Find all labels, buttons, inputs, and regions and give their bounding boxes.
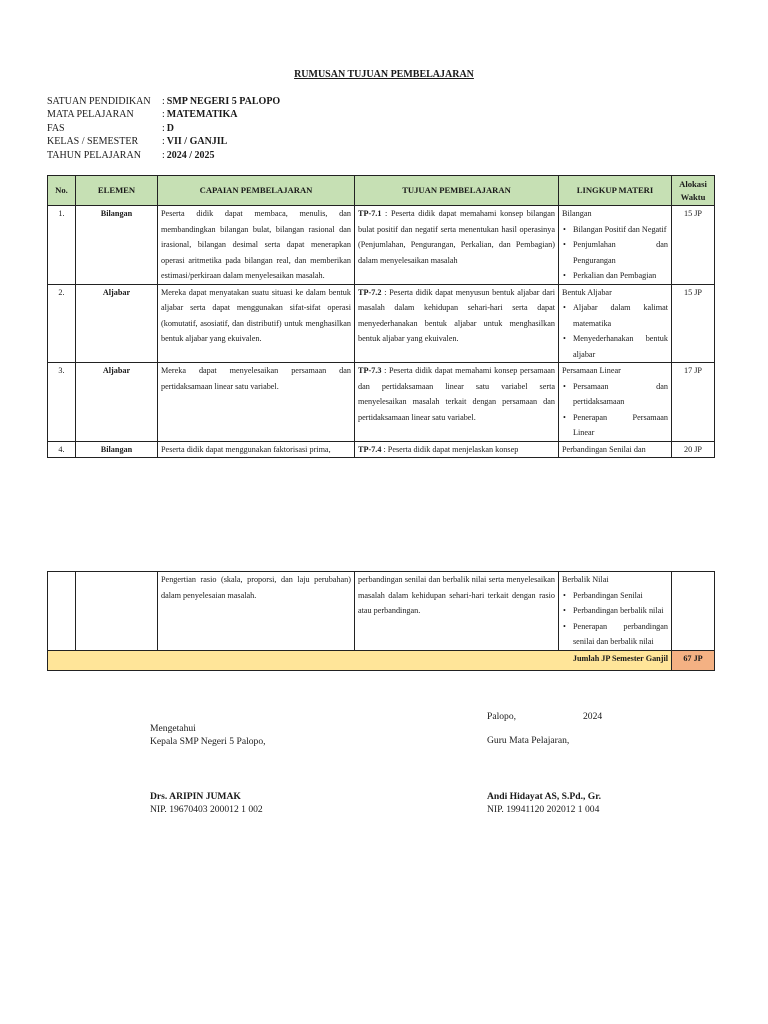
meta-colon: : [162,136,165,148]
lingkup-list [562,300,668,362]
table-row [48,206,715,285]
teacher-name: Andi Hidayat AS, S.Pd., Gr. [487,791,602,802]
meta-label: SATUAN PENDIDIKAN [47,96,151,107]
total-value: 67 JP [672,650,715,670]
signature-place-date [487,711,607,724]
document-title: RUMUSAN TUJUAN PEMBELAJARAN [294,69,474,80]
row-tujuan [355,284,559,363]
row-alokasi: 15 JP [672,206,715,285]
signature-left-identity [150,791,263,816]
header-capaian: CAPAIAN PEMBELAJARAN [158,176,355,206]
row-elemen [76,441,158,457]
header-tujuan: TUJUAN PEMBELAJARAN [355,176,559,206]
meta-row [47,108,280,121]
row-alokasi-text: 20 JP [684,444,702,454]
row-elemen: Bilangan [76,206,158,285]
lingkup-list [562,379,668,441]
meta-value: VII / GANJIL [166,136,228,148]
row-alokasi [672,572,715,651]
tp-code: TP-7.4 [358,444,382,454]
signature-right [487,735,569,748]
lingkup-title: Bilangan [562,209,592,218]
learning-objectives-table [47,175,715,458]
table-header-row [48,176,715,206]
meta-label: KELAS / SEMESTER [47,136,139,148]
lingkup-item: • Bilangan Positif dan Negatif [562,222,668,238]
row-elemen: Aljabar [76,363,158,442]
total-label: Jumlah JP Semester Ganjil [48,650,672,670]
lingkup-item: • Penerapan perbandingan senilai dan berbalik nilai [562,619,668,650]
meta-label: FAS [47,122,65,134]
row-capaian-text: Peserta didik dapat menggunakan faktorisasi prima, [161,444,331,454]
lingkup-item: • Menyederhanakan bentuk aljabar [562,331,668,362]
lingkup-title: Perbandingan Senilai dan [562,444,646,454]
total-row [48,650,715,670]
row-tujuan [355,441,559,457]
row-number [48,572,76,651]
lingkup-list [562,222,668,284]
row-lingkup [559,363,672,442]
row-lingkup [559,284,672,363]
row-number: 1. [48,206,76,285]
header-elemen: ELEMEN [76,176,158,206]
lingkup-item: • Penerapan Persamaan Linear [562,410,668,441]
row-alokasi: 15 JP [672,284,715,363]
principal-name: Drs. ARIPIN JUMAK [150,791,241,802]
lingkup-title: Berbalik Nilai [562,575,609,584]
row-tujuan [355,206,559,285]
meta-value: MATEMATIKA [166,109,238,121]
tp-text: : Peserta didik dapat menyusun bentuk aljabar dari masalah dalam kehidupan sehari-hari serta dapat menyederhanakan bentuk aljabar untuk menghasilkan bentuk aljabar yang ekuivalen. [358,287,555,343]
table-row-continued [48,572,715,651]
header-lingkup: LINGKUP MATERI [559,176,672,206]
lingkup-title: Persamaan Linear [562,366,621,375]
meta-row [47,135,280,148]
lingkup-item: • Persamaan dan pertidaksamaan [562,379,668,410]
row-lingkup [559,572,672,651]
identity-block [47,95,280,162]
meta-value: D [166,122,175,134]
meta-colon: : [162,149,165,161]
teacher-nip: NIP. 19941120 202012 1 004 [487,803,600,815]
tp-text: : Peserta didik dapat menjelaskan konsep [381,444,519,454]
meta-row [47,122,280,135]
row-elemen: Aljabar [76,284,158,363]
signature-left [150,723,266,748]
meta-label: MATA PELAJARAN [47,109,134,121]
signature-right-identity [487,791,601,816]
lingkup-item: • Perkalian dan Pembagian [562,268,668,284]
signature-left-line2: Kepala SMP Negeri 5 Palopo, [150,735,266,747]
table-row [48,441,715,457]
tp-code: TP-7.1 [358,209,382,218]
header-alokasi: Alokasi Waktu [672,176,715,206]
row-tujuan [355,363,559,442]
lingkup-item: • Perbandingan berbalik nilai [562,603,668,619]
meta-row [47,149,280,162]
meta-value: 2024 / 2025 [166,149,215,161]
meta-value: SMP NEGERI 5 PALOPO [166,96,281,107]
lingkup-item: • Aljabar dalam kalimat matematika [562,300,668,331]
row-capaian: Mereka dapat menyatakan suatu situasi ke dalam bentuk aljabar serta dapat menggunakan sifat-sifat operasi (komutatif, asosiatif, dan distributif) untuk menghasilkan bentuk aljabar yang ekuivalen. [158,284,355,363]
row-alokasi [672,441,715,457]
row-lingkup [559,441,672,457]
tp-code: TP-7.3 [358,366,382,375]
meta-row [47,95,280,108]
lingkup-list [562,588,668,650]
row-capaian: Mereka dapat menyelesaikan persamaan dan pertidaksamaan linear satu variabel. [158,363,355,442]
lingkup-title: Bentuk Aljabar [562,287,612,297]
meta-colon: : [162,96,165,107]
row-capaian [158,441,355,457]
learning-objectives-table-continued [47,571,715,671]
row-number [48,441,76,457]
row-capaian: Peserta didik dapat membaca, menulis, dan membandingkan bilangan bulat, bilangan rasional dan irasional, bilangan desimal serta dapat menerapkan operasi aritmetika pada bilangan real, dan memberikan estimasi/perkiraan dalam menyelesaikan masalah. [158,206,355,285]
row-number-text: 4. [58,444,65,454]
row-tujuan-text [358,442,555,457]
row-capaian: Pengertian rasio (skala, proporsi, dan laju perubahan) dalam penyelesaian masalah. [158,572,355,651]
meta-colon: : [162,122,165,134]
row-number: 2. [48,284,76,363]
row-elemen-text: Bilangan [100,444,133,454]
row-elemen [76,572,158,651]
lingkup-item: • Perbandingan Senilai [562,588,668,604]
meta-colon: : [162,109,165,121]
signature-year: 2024 [583,711,603,722]
row-alokasi: 17 JP [672,363,715,442]
signature-right-line: Guru Mata Pelajaran, [487,735,570,746]
signature-left-line1: Mengetahui [150,723,196,734]
principal-nip: NIP. 19670403 200012 1 002 [150,803,263,815]
row-tujuan: perbandingan senilai dan berbalik nilai serta menyelesaikan masalah dalam kehidupan sehari-hari terkait dengan rasio atau perbandingan. [355,572,559,651]
lingkup-item: • Penjumlahan dan Pengurangan [562,237,668,268]
tp-text: : Peserta didik dapat memahami konsep persamaan dan pertidaksamaan linear satu variabel serta menyelesaikan masalah terkait dengan persamaan dan pertidaksamaan linear satu variabel. [358,366,555,422]
table-row [48,363,715,442]
tp-text: : Peserta didik dapat memahami konsep bilangan bulat positif dan negatif serta menentukan hasil operasinya (Penjumlahan, Pengurangan, Perkalian, dan Pembagian) dalam menyelesaikan masalah [358,209,555,265]
table-row [48,284,715,363]
row-number: 3. [48,363,76,442]
header-no: No. [48,176,76,206]
tp-code: TP-7.2 [358,287,382,297]
row-lingkup [559,206,672,285]
signature-place: Palopo, [487,711,517,722]
meta-label: TAHUN PELAJARAN [47,149,141,161]
